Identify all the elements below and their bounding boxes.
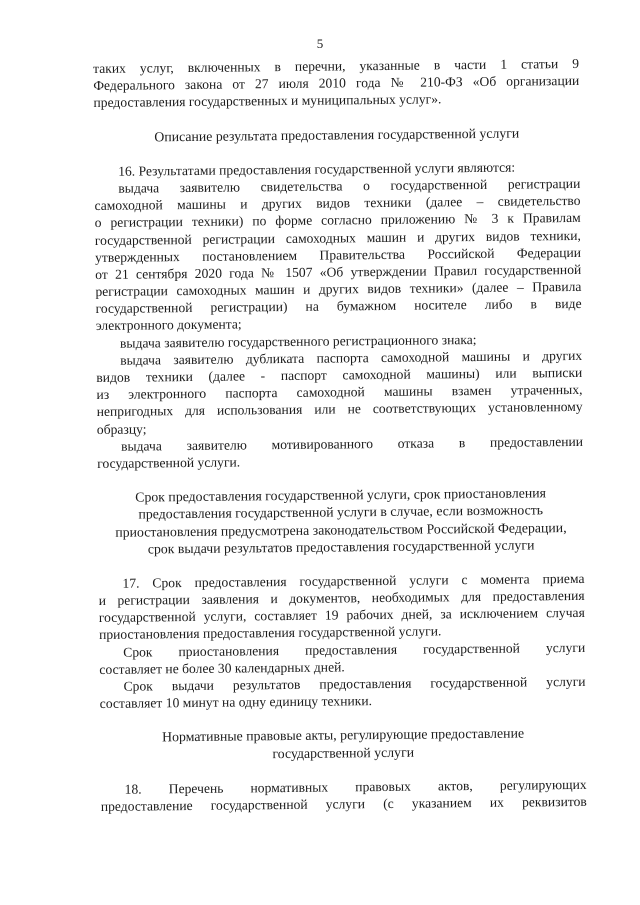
text-line: предоставление государственной услуги (с указанием их реквизитов — [100, 793, 587, 814]
text-line: государственной услуги. — [97, 454, 241, 471]
text-line: приостановления предоставления государственной услуги. — [98, 623, 442, 643]
text-line: выдача заявителю мотивированного отказа в предоставлении — [120, 433, 584, 454]
heading-line: государственной услуги — [272, 744, 415, 761]
text-line: самоходной машины и других видов техники (далее – свидетельство — [94, 193, 581, 214]
text-line: выдача заявителю дубликата паспорта самоходной машины и других — [120, 347, 583, 368]
text-line: 16. Результатами предоставления государственной услуги являются: — [118, 159, 516, 179]
text-line: от 21 сентября 2020 года № 1507 «Об утверждении Правил государственной — [95, 261, 582, 282]
text-line: 17. Срок предоставления государственной услуги с момента приема — [122, 570, 585, 591]
text-line: Срок приостановления предоставления государственной услуги — [123, 639, 586, 660]
text-line: таких услуг, включенных в перечни, указанные в части 1 статьи 9 — [93, 55, 580, 76]
heading-line: Нормативные правовые акты, регулирующие предоставление — [162, 725, 525, 745]
heading-line: приостановления предусмотрена законодательством Российской Федерации, — [115, 519, 567, 540]
text-line: составляет не более 30 календарных дней. — [99, 659, 345, 677]
heading-line: Срок предоставления государственной услуги, срок приостановления — [135, 485, 546, 505]
heading-service-terms — [97, 484, 584, 558]
text-line: утвержденных постановлением Правительства Российской Федерации — [94, 244, 582, 265]
paragraph-16 — [94, 158, 583, 472]
text-line: электронного документа; — [95, 316, 242, 334]
text-line: непригодных для использования или не соответствующих установленному — [96, 399, 583, 420]
text-line: Срок выдачи результатов предоставления государственной услуги — [123, 673, 586, 694]
text-line: регистрации самоходных машин и других видов техники» (далее – Правила — [95, 278, 582, 300]
text-line: выдача заявителю свидетельства о государственной регистрации — [118, 175, 581, 196]
text-line: образцу; — [96, 421, 147, 437]
text-line: составляет 10 минут на одну единицу техники. — [99, 693, 373, 712]
text-line: видов техники (далее - паспорт самоходной машины) или выписки — [96, 364, 583, 385]
text-line: выдача заявителю государственного регистрационного знака; — [119, 331, 477, 351]
heading-line: Описание результата предоставления государственной услуги — [154, 125, 520, 144]
document-body — [93, 55, 587, 815]
heading-legal-acts — [100, 724, 586, 763]
text-line: предоставления государственных и муниципальных услуг». — [93, 91, 442, 111]
text-line: государственной услуги, составляет 19 рабочих дней, за исключением случая — [98, 605, 585, 626]
text-line: государственной регистрации) на бумажном носителе либо в виде — [95, 296, 582, 317]
heading-line: срок выдачи результатов предоставления государственной услуги — [147, 537, 535, 557]
text-line: и регистрации заявления и документов, необходимых для предоставления — [98, 587, 585, 609]
text-line: из электронного паспорта самоходной машины взамен утраченных, — [96, 382, 583, 403]
intro-paragraph — [93, 55, 580, 112]
text-line: 18. Перечень нормативных правовых актов, регулирующих — [124, 776, 587, 797]
text-line: Федерального закона от 27 июля 2010 года № 210-ФЗ «Об организации — [93, 73, 580, 94]
heading-line: предоставления государственной услуги в случае, если возможность — [138, 502, 544, 522]
text-line: государственной регистрации самоходных машин и других видов техники, — [94, 227, 581, 248]
text-line: о регистрации техники) по форме согласно приложению № 3 к Правилам — [94, 210, 581, 231]
page-number: 5 — [316, 36, 324, 51]
paragraph-18 — [101, 776, 587, 815]
paragraph-17 — [98, 570, 585, 713]
